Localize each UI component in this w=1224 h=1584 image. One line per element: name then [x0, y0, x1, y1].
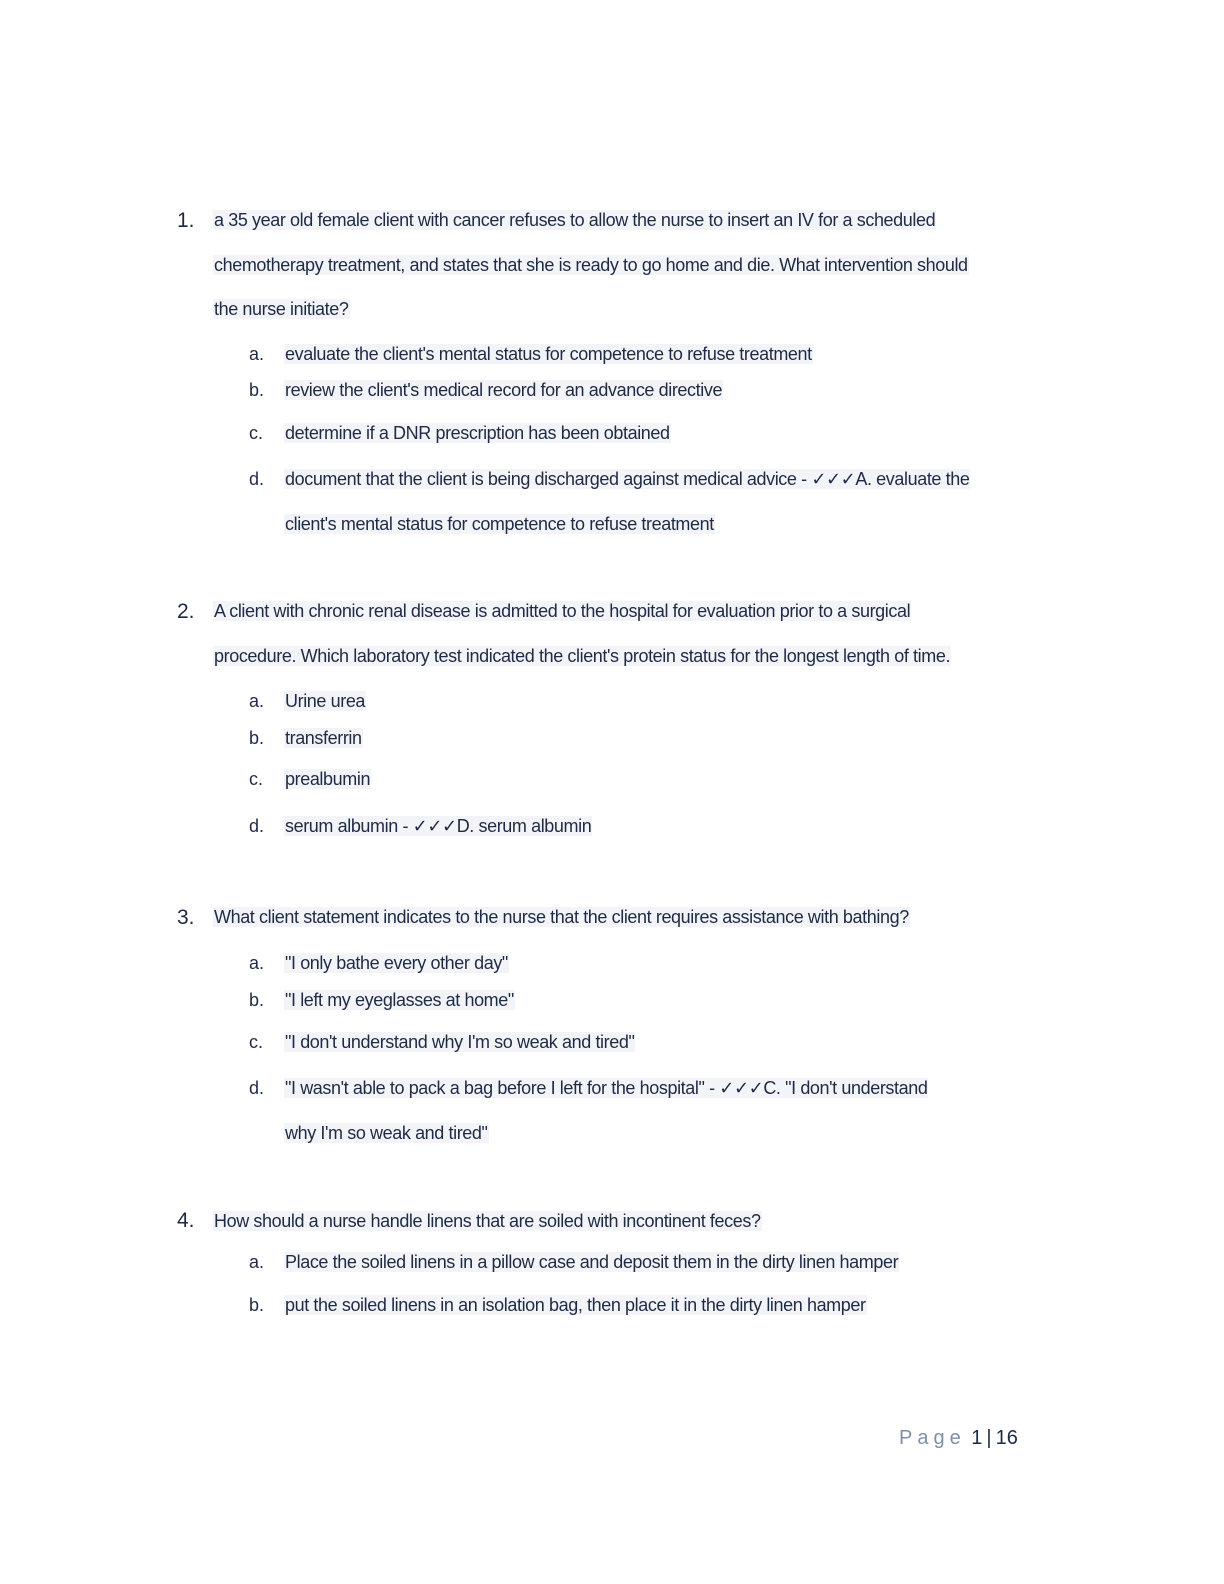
option-text: evaluate the client's mental status for competence to refuse treatment	[285, 344, 812, 364]
option-text: Urine urea	[285, 691, 366, 711]
option-letter: b.	[249, 728, 265, 748]
option-text: client's mental status for competence to refuse treatment	[285, 514, 714, 534]
option-text: document that the client is being discharged against medical advice - ✓✓✓A. evaluate the	[285, 469, 970, 489]
option-text: determine if a DNR prescription has been obtained	[285, 423, 670, 443]
question-stem-line: chemotherapy treatment, and states that she is ready to go home and die. What intervention should	[214, 255, 968, 275]
option-letter: a.	[249, 1252, 265, 1272]
option-text: serum albumin - ✓✓✓D. serum albumin	[285, 816, 592, 836]
option-letter: d.	[249, 469, 265, 489]
option-text: review the client's medical record for an advance directive	[285, 380, 723, 400]
option-letter: c.	[249, 423, 264, 443]
option-text: "I wasn't able to pack a bag before I left for the hospital" - ✓✓✓C. "I don't understand	[285, 1078, 928, 1098]
option-text: put the soiled linens in an isolation bag, then place it in the dirty linen hamper	[285, 1295, 866, 1315]
option-letter: a.	[249, 691, 265, 711]
option-letter: c.	[249, 769, 264, 789]
option-letter: d.	[249, 816, 265, 836]
option-letter: c.	[249, 1032, 264, 1052]
option-text: prealbumin	[285, 769, 371, 789]
option-text: transferrin	[285, 728, 362, 748]
option-letter: a.	[249, 344, 265, 364]
question-number: 1.	[177, 209, 195, 232]
question-stem-line: How should a nurse handle linens that are soiled with incontinent feces?	[214, 1211, 761, 1231]
question-stem-line: What client statement indicates to the nurse that the client requires assistance with bathing?	[214, 907, 909, 927]
option-text: Place the soiled linens in a pillow case and deposit them in the dirty linen hamper	[285, 1252, 899, 1272]
current-page-number: 1	[971, 1427, 983, 1449]
question-number: 3.	[177, 906, 195, 929]
option-letter: d.	[249, 1078, 265, 1098]
option-letter: b.	[249, 1295, 265, 1315]
option-letter: b.	[249, 990, 265, 1010]
option-text: "I only bathe every other day"	[285, 953, 508, 973]
page-label: Page	[899, 1427, 966, 1449]
question-stem-line: procedure. Which laboratory test indicated the client's protein status for the longest length of time.	[214, 646, 951, 666]
question-stem-line: the nurse initiate?	[214, 299, 349, 319]
option-letter: b.	[249, 380, 265, 400]
question-stem-line: a 35 year old female client with cancer refuses to allow the nurse to insert an IV for a scheduled	[214, 210, 936, 230]
question-stem-line: A client with chronic renal disease is admitted to the hospital for evaluation prior to a surgical	[214, 601, 911, 621]
option-letter: a.	[249, 953, 265, 973]
page-footer	[899, 1424, 1018, 1452]
option-text: "I left my eyeglasses at home"	[285, 990, 514, 1010]
question-number: 4.	[177, 1209, 195, 1232]
option-text: why I'm so weak and tired"	[285, 1123, 488, 1143]
page-separator: |	[986, 1427, 992, 1449]
option-text: "I don't understand why I'm so weak and tired"	[285, 1032, 635, 1052]
total-pages-number: 16	[995, 1427, 1018, 1449]
question-number: 2.	[177, 600, 195, 623]
